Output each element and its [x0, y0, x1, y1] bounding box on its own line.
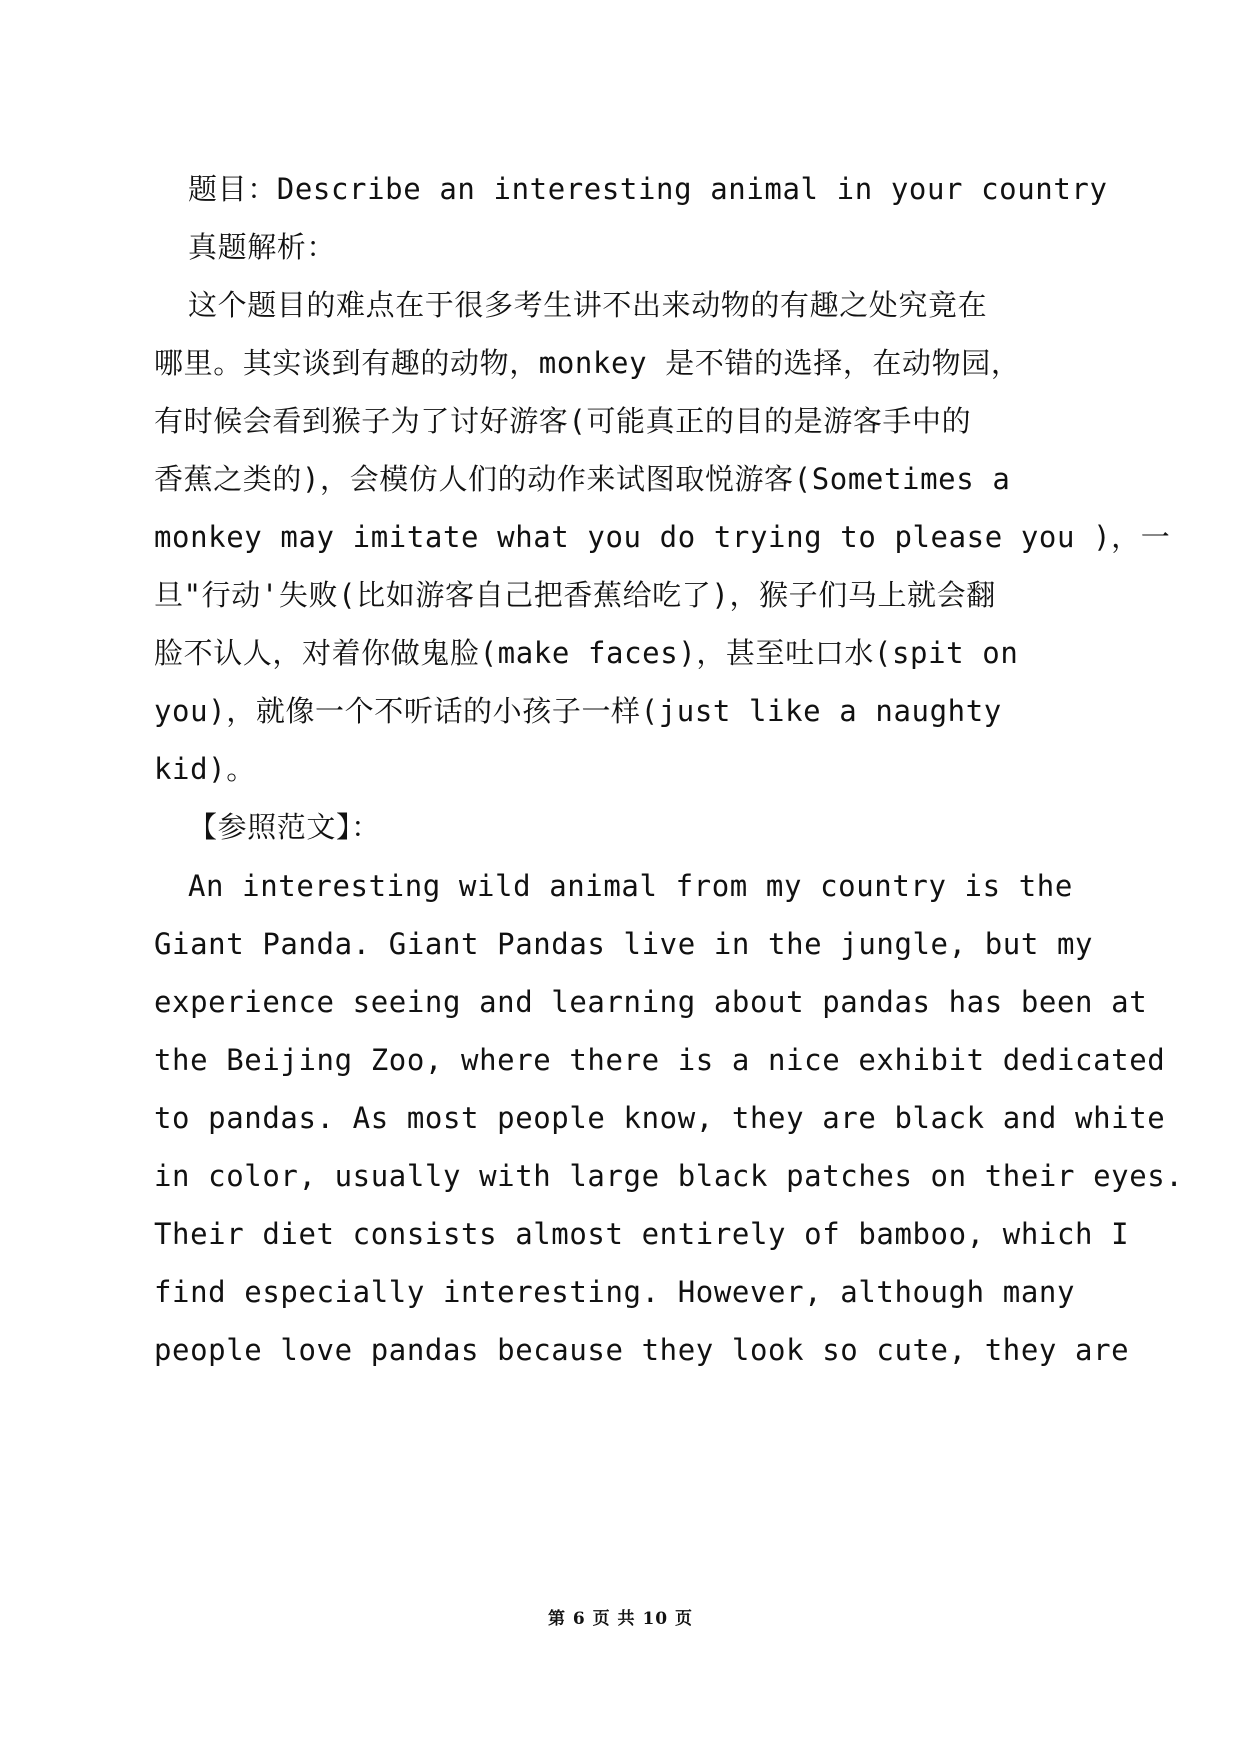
sample-line-6: in color, usually with large black patches on their eyes.	[154, 1159, 1184, 1193]
analysis-line-5: monkey may imitate what you do trying to please you )，一	[154, 520, 1171, 554]
analysis-line-8: you)，就像一个不听话的小孩子一样(just like a naughty	[154, 694, 1002, 728]
analysis-line-9: kid)。	[154, 752, 256, 786]
sample-line-4: the Beijing Zoo, where there is a nice exhibit dedicated	[154, 1043, 1166, 1077]
sample-line-3: experience seeing and learning about pandas has been at	[154, 985, 1148, 1019]
analysis-line-7: 脸不认人，对着你做鬼脸(make faces)，甚至吐口水(spit on	[154, 636, 1019, 670]
analysis-line-6: 旦"行动'失败(比如游客自己把香蕉给吃了)，猴子们马上就会翻	[154, 578, 996, 612]
analysis-line-4: 香蕉之类的)，会模仿人们的动作来试图取悦游客(Sometimes a	[154, 462, 1011, 496]
analysis-heading: 真题解析：	[188, 230, 337, 264]
analysis-line-1: 这个题目的难点在于很多考生讲不出来动物的有趣之处究竟在	[188, 288, 988, 322]
page-number-footer: 第 6 页 共 10 页	[547, 1609, 694, 1629]
analysis-line-2: 哪里。其实谈到有趣的动物，monkey 是不错的选择，在动物园，	[154, 346, 1021, 380]
sample-heading: 【参照范文】：	[188, 810, 381, 844]
sample-line-9: people love pandas because they look so cute, they are	[154, 1333, 1130, 1367]
sample-line-1: An interesting wild animal from my country is the	[188, 869, 1073, 903]
sample-line-2: Giant Panda. Giant Pandas live in the jungle, but my	[154, 927, 1094, 961]
sample-line-5: to pandas. As most people know, they are black and white	[154, 1101, 1166, 1135]
analysis-line-3: 有时候会看到猴子为了讨好游客(可能真正的目的是游客手中的	[154, 404, 972, 438]
sample-line-7: Their diet consists almost entirely of bamboo, which I	[154, 1217, 1130, 1251]
topic-line: 题目：Describe an interesting animal in your country	[188, 172, 1108, 206]
sample-line-8: find especially interesting. However, although many	[154, 1275, 1076, 1309]
